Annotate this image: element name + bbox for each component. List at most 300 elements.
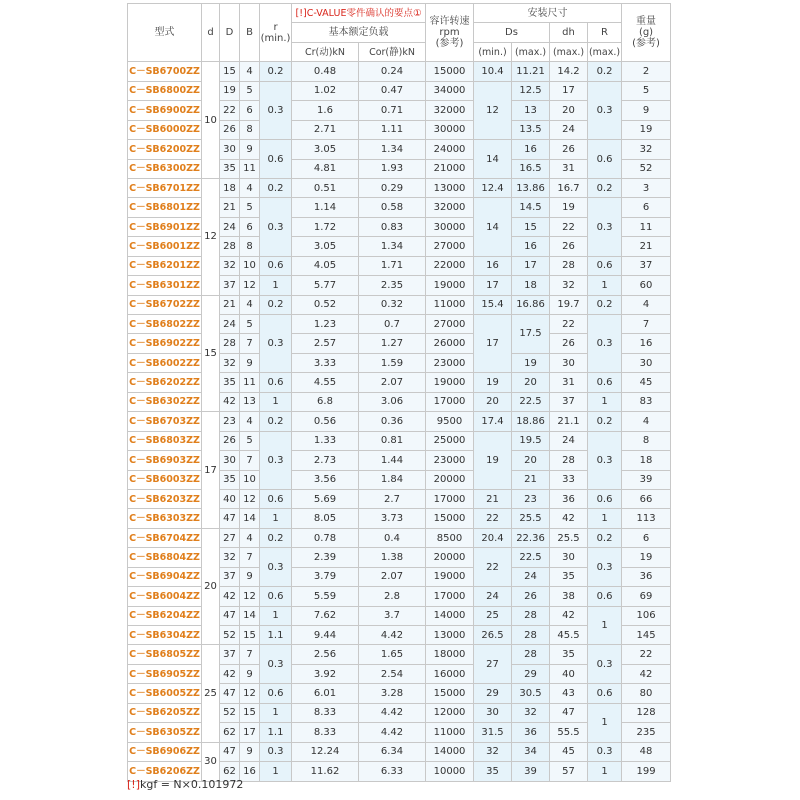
cell-w: 19 (622, 548, 671, 567)
table-row (128, 412, 671, 431)
model-link[interactable]: C－SB6302ZZ (128, 392, 202, 411)
cell-rpm: 19000 (426, 567, 474, 586)
cell-cr: 11.62 (292, 762, 359, 781)
cell-dh: 24 (550, 120, 588, 139)
cell-dh: 35 (550, 567, 588, 586)
cell-B: 12 (240, 684, 260, 703)
cell-r: 1 (260, 762, 292, 781)
cell-cor: 0.24 (359, 62, 426, 81)
cell-w: 9 (622, 101, 671, 120)
model-link[interactable]: C－SB6001ZZ (128, 237, 202, 256)
cell-cor: 1.27 (359, 334, 426, 353)
cell-dh: 43 (550, 684, 588, 703)
model-link[interactable]: C－SB6701ZZ (128, 178, 202, 197)
cell-dh: 30 (550, 548, 588, 567)
model-link[interactable]: C－SB6301ZZ (128, 276, 202, 295)
cell-dsmin: 24 (474, 587, 512, 606)
cell-D: 47 (220, 509, 240, 528)
cell-dh: 20 (550, 101, 588, 120)
cell-D: 42 (220, 392, 240, 411)
cell-rpm: 30000 (426, 217, 474, 236)
cell-r: 0.6 (260, 373, 292, 392)
cell-d: 10 (202, 62, 220, 179)
cell-dsmin: 22 (474, 548, 512, 587)
cell-cr: 3.56 (292, 470, 359, 489)
cell-cr: 3.33 (292, 353, 359, 372)
cell-dsmax: 23 (512, 489, 550, 508)
cell-w: 39 (622, 470, 671, 489)
model-link[interactable]: C－SB6004ZZ (128, 587, 202, 606)
model-link[interactable]: C－SB6703ZZ (128, 412, 202, 431)
cell-D: 37 (220, 567, 240, 586)
model-link[interactable]: C－SB6300ZZ (128, 159, 202, 178)
cell-dsmax: 25.5 (512, 509, 550, 528)
cell-cor: 2.07 (359, 567, 426, 586)
cell-D: 47 (220, 742, 240, 761)
header-speed (426, 4, 474, 62)
cell-w: 42 (622, 664, 671, 683)
cell-B: 7 (240, 334, 260, 353)
cell-dsmin: 22 (474, 509, 512, 528)
cell-dh: 26 (550, 140, 588, 159)
cell-dh: 28 (550, 256, 588, 275)
cell-w: 6 (622, 528, 671, 547)
cell-cr: 2.73 (292, 451, 359, 470)
cell-D: 21 (220, 198, 240, 217)
model-link[interactable]: C－SB6904ZZ (128, 567, 202, 586)
cell-R: 0.3 (588, 198, 622, 256)
cell-B: 10 (240, 256, 260, 275)
cell-dh: 19.7 (550, 295, 588, 314)
cell-B: 5 (240, 315, 260, 334)
cell-w: 199 (622, 762, 671, 781)
cell-w: 32 (622, 140, 671, 159)
model-link[interactable]: C－SB6704ZZ (128, 528, 202, 547)
cell-cor: 4.42 (359, 723, 426, 742)
model-link[interactable]: C－SB6702ZZ (128, 295, 202, 314)
cell-B: 4 (240, 412, 260, 431)
cell-dh: 14.2 (550, 62, 588, 81)
model-link[interactable]: C－SB6304ZZ (128, 626, 202, 645)
table-row (128, 528, 671, 547)
cell-D: 37 (220, 276, 240, 295)
cell-dsmax: 12.5 (512, 81, 550, 100)
cell-dsmax: 19.5 (512, 431, 550, 450)
cell-r: 0.3 (260, 81, 292, 139)
cell-D: 35 (220, 470, 240, 489)
cell-R: 0.3 (588, 645, 622, 684)
cell-cor: 2.8 (359, 587, 426, 606)
cell-cr: 3.05 (292, 140, 359, 159)
cell-dsmax: 15 (512, 217, 550, 236)
model-link[interactable]: C－SB6800ZZ (128, 81, 202, 100)
cell-B: 4 (240, 178, 260, 197)
cell-dh: 35 (550, 645, 588, 664)
cell-B: 17 (240, 723, 260, 742)
cell-R: 1 (588, 392, 622, 411)
cell-cr: 3.92 (292, 664, 359, 683)
cell-D: 52 (220, 703, 240, 722)
cell-D: 28 (220, 237, 240, 256)
cell-w: 2 (622, 62, 671, 81)
cell-R: 0.6 (588, 373, 622, 392)
cell-d: 15 (202, 295, 220, 412)
header-speed-unit: rpm (439, 27, 460, 39)
cell-cr: 6.8 (292, 392, 359, 411)
cell-cor: 0.58 (359, 198, 426, 217)
cell-rpm: 17000 (426, 489, 474, 508)
model-link[interactable]: C－SB6202ZZ (128, 373, 202, 392)
cell-dsmin: 14 (474, 198, 512, 256)
header-model: 型式 (128, 4, 202, 62)
cell-w: 36 (622, 567, 671, 586)
cell-D: 47 (220, 684, 240, 703)
cell-rpm: 26000 (426, 334, 474, 353)
cell-r: 1 (260, 392, 292, 411)
cell-r: 0.2 (260, 178, 292, 197)
cell-w: 145 (622, 626, 671, 645)
cell-cr: 4.81 (292, 159, 359, 178)
cell-dsmax: 19 (512, 353, 550, 372)
cell-dsmin: 25 (474, 606, 512, 625)
model-link[interactable]: C－SB6205ZZ (128, 703, 202, 722)
cell-dsmax: 28 (512, 626, 550, 645)
cell-rpm: 15000 (426, 62, 474, 81)
header-load-warning[interactable] (292, 4, 426, 23)
cell-dsmin: 20 (474, 392, 512, 411)
model-link[interactable]: C－SB6906ZZ (128, 742, 202, 761)
cell-cr: 7.62 (292, 606, 359, 625)
cell-d: 20 (202, 528, 220, 645)
cell-B: 5 (240, 431, 260, 450)
header-weight-unit: (g) (638, 27, 654, 39)
cell-B: 4 (240, 528, 260, 547)
cell-cr: 8.33 (292, 723, 359, 742)
cell-cr: 12.24 (292, 742, 359, 761)
cell-dh: 22 (550, 217, 588, 236)
cell-R: 0.6 (588, 684, 622, 703)
cell-R: 0.6 (588, 140, 622, 179)
model-link[interactable]: C－SB6900ZZ (128, 101, 202, 120)
cell-B: 10 (240, 470, 260, 489)
header-mount-group: 安装尺寸 (474, 4, 622, 23)
cell-w: 22 (622, 645, 671, 664)
cell-w: 128 (622, 703, 671, 722)
header-ds-min: (min.) (474, 42, 512, 61)
cell-dsmin: 12.4 (474, 178, 512, 197)
cell-dsmax: 14.5 (512, 198, 550, 217)
cell-B: 4 (240, 62, 260, 81)
model-link[interactable]: C－SB6000ZZ (128, 120, 202, 139)
cell-dsmax: 29 (512, 664, 550, 683)
cell-dsmax: 20 (512, 373, 550, 392)
cell-r: 0.3 (260, 742, 292, 761)
cell-w: 3 (622, 178, 671, 197)
cell-r: 0.6 (260, 256, 292, 275)
cell-D: 24 (220, 315, 240, 334)
cell-r: 0.2 (260, 528, 292, 547)
cell-rpm: 17000 (426, 392, 474, 411)
cell-dsmax: 30.5 (512, 684, 550, 703)
cell-dh: 25.5 (550, 528, 588, 547)
cell-dh: 47 (550, 703, 588, 722)
spec-table-body (128, 62, 671, 781)
cell-w: 106 (622, 606, 671, 625)
cell-cor: 1.84 (359, 470, 426, 489)
model-link[interactable]: C－SB6203ZZ (128, 489, 202, 508)
cell-B: 9 (240, 353, 260, 372)
cell-dh: 42 (550, 606, 588, 625)
cell-B: 9 (240, 742, 260, 761)
cell-w: 113 (622, 509, 671, 528)
cell-dh: 55.5 (550, 723, 588, 742)
cell-cor: 1.34 (359, 237, 426, 256)
cell-cr: 6.01 (292, 684, 359, 703)
cell-cr: 1.02 (292, 81, 359, 100)
cell-dsmin: 19 (474, 431, 512, 489)
cell-cor: 6.33 (359, 762, 426, 781)
cell-cr: 5.59 (292, 587, 359, 606)
cell-B: 8 (240, 237, 260, 256)
cell-cor: 2.35 (359, 276, 426, 295)
model-link[interactable]: C－SB6802ZZ (128, 315, 202, 334)
cell-dsmin: 20.4 (474, 528, 512, 547)
cell-B: 15 (240, 626, 260, 645)
cell-rpm: 18000 (426, 645, 474, 664)
cell-B: 12 (240, 489, 260, 508)
warning-link[interactable]: C-VALUE零件确认的要点① (306, 7, 422, 19)
cell-D: 62 (220, 762, 240, 781)
cell-cor: 2.07 (359, 373, 426, 392)
cell-D: 28 (220, 334, 240, 353)
spec-table-container (127, 3, 670, 782)
cell-dsmin: 17 (474, 315, 512, 373)
model-link[interactable]: C－SB6805ZZ (128, 645, 202, 664)
cell-w: 7 (622, 315, 671, 334)
cell-cr: 3.79 (292, 567, 359, 586)
cell-dsmax: 22.5 (512, 392, 550, 411)
cell-D: 23 (220, 412, 240, 431)
cell-dsmax: 24 (512, 567, 550, 586)
cell-d: 30 (202, 742, 220, 781)
cell-r: 1 (260, 703, 292, 722)
model-link[interactable]: C－SB6902ZZ (128, 334, 202, 353)
cell-D: 62 (220, 723, 240, 742)
table-row (128, 178, 671, 197)
cell-D: 42 (220, 664, 240, 683)
cell-B: 5 (240, 81, 260, 100)
cell-dsmax: 32 (512, 703, 550, 722)
header-speed-label: 容许转速 (429, 16, 470, 28)
model-link[interactable]: C－SB6903ZZ (128, 451, 202, 470)
cell-D: 24 (220, 217, 240, 236)
cell-dsmin: 17.4 (474, 412, 512, 431)
model-link[interactable]: C－SB6305ZZ (128, 723, 202, 742)
cell-D: 42 (220, 587, 240, 606)
cell-d: 12 (202, 178, 220, 295)
cell-dsmin: 26.5 (474, 626, 512, 645)
cell-rpm: 34000 (426, 81, 474, 100)
cell-D: 32 (220, 353, 240, 372)
cell-rpm: 11000 (426, 295, 474, 314)
cell-dh: 31 (550, 159, 588, 178)
cell-dsmax: 17 (512, 256, 550, 275)
cell-dh: 26 (550, 334, 588, 353)
cell-R: 0.3 (588, 315, 622, 373)
cell-cr: 1.72 (292, 217, 359, 236)
cell-D: 27 (220, 528, 240, 547)
cell-rpm: 19000 (426, 276, 474, 295)
cell-D: 52 (220, 626, 240, 645)
cell-dsmax: 16.86 (512, 295, 550, 314)
cell-cor: 1.38 (359, 548, 426, 567)
cell-cor: 0.29 (359, 178, 426, 197)
cell-rpm: 25000 (426, 431, 474, 450)
cell-R: 1 (588, 276, 622, 295)
cell-dh: 38 (550, 587, 588, 606)
model-link[interactable]: C－SB6901ZZ (128, 217, 202, 236)
cell-D: 35 (220, 159, 240, 178)
cell-rpm: 30000 (426, 120, 474, 139)
model-link[interactable]: C－SB6204ZZ (128, 606, 202, 625)
cell-dsmax: 28 (512, 606, 550, 625)
cell-dsmax: 21 (512, 470, 550, 489)
cell-dh: 21.1 (550, 412, 588, 431)
header-weight (622, 4, 671, 62)
model-link[interactable]: C－SB6803ZZ (128, 431, 202, 450)
header-d: d (202, 4, 220, 62)
cell-B: 7 (240, 548, 260, 567)
header-cr: Cr(动)kN (292, 42, 359, 61)
cell-w: 11 (622, 217, 671, 236)
cell-cr: 1.14 (292, 198, 359, 217)
cell-B: 4 (240, 295, 260, 314)
table-row (128, 742, 671, 761)
cell-D: 40 (220, 489, 240, 508)
cell-cor: 0.4 (359, 528, 426, 547)
cell-R: 0.6 (588, 256, 622, 275)
cell-r: 1 (260, 509, 292, 528)
warning-tag: [!] (295, 7, 307, 19)
cell-dsmax: 34 (512, 742, 550, 761)
cell-cor: 3.7 (359, 606, 426, 625)
model-link[interactable]: C－SB6201ZZ (128, 256, 202, 275)
cell-cr: 1.33 (292, 431, 359, 450)
footnote-tag: [!] (127, 778, 140, 791)
header-speed-ref: (参考) (435, 38, 464, 50)
cell-B: 12 (240, 276, 260, 295)
cell-D: 32 (220, 256, 240, 275)
cell-dh: 16.7 (550, 178, 588, 197)
cell-cr: 9.44 (292, 626, 359, 645)
cell-w: 52 (622, 159, 671, 178)
cell-cor: 0.36 (359, 412, 426, 431)
cell-dsmin: 15.4 (474, 295, 512, 314)
cell-dsmax: 16.5 (512, 159, 550, 178)
cell-r: 0.6 (260, 140, 292, 179)
cell-R: 0.3 (588, 548, 622, 587)
cell-cr: 2.57 (292, 334, 359, 353)
cell-rpm: 10000 (426, 762, 474, 781)
model-link[interactable]: C－SB6303ZZ (128, 509, 202, 528)
cell-w: 80 (622, 684, 671, 703)
model-link[interactable]: C－SB6801ZZ (128, 198, 202, 217)
cell-d: 17 (202, 412, 220, 529)
header-weight-ref: (参考) (632, 38, 660, 50)
cell-dsmax: 18 (512, 276, 550, 295)
cell-R: 0.3 (588, 431, 622, 489)
cell-rpm: 21000 (426, 159, 474, 178)
cell-dh: 40 (550, 664, 588, 683)
cell-w: 5 (622, 81, 671, 100)
cell-cor: 4.42 (359, 703, 426, 722)
cell-B: 5 (240, 198, 260, 217)
model-link[interactable]: C－SB6002ZZ (128, 353, 202, 372)
cell-cor: 1.44 (359, 451, 426, 470)
cell-w: 83 (622, 392, 671, 411)
cell-rpm: 17000 (426, 587, 474, 606)
model-link[interactable]: C－SB6700ZZ (128, 62, 202, 81)
cell-B: 6 (240, 101, 260, 120)
cell-w: 19 (622, 120, 671, 139)
cell-dsmax: 36 (512, 723, 550, 742)
cell-r: 0.3 (260, 548, 292, 587)
cell-rpm: 12000 (426, 703, 474, 722)
cell-dsmin: 19 (474, 373, 512, 392)
cell-cor: 3.28 (359, 684, 426, 703)
cell-dh: 45 (550, 742, 588, 761)
model-link[interactable]: C－SB6206ZZ (128, 762, 202, 781)
cell-rpm: 19000 (426, 373, 474, 392)
cell-dh: 30 (550, 353, 588, 372)
cell-dsmax: 13.5 (512, 120, 550, 139)
cell-B: 7 (240, 451, 260, 470)
cell-w: 4 (622, 295, 671, 314)
cell-rpm: 20000 (426, 548, 474, 567)
bearing-spec-table (127, 3, 671, 782)
model-link[interactable]: C－SB6005ZZ (128, 684, 202, 703)
cell-R: 1 (588, 509, 622, 528)
cell-r: 0.3 (260, 315, 292, 373)
cell-rpm: 15000 (426, 509, 474, 528)
cell-dsmax: 18.86 (512, 412, 550, 431)
cell-dsmax: 16 (512, 237, 550, 256)
cell-rpm: 24000 (426, 140, 474, 159)
cell-rpm: 9500 (426, 412, 474, 431)
cell-B: 11 (240, 373, 260, 392)
cell-rpm: 14000 (426, 742, 474, 761)
model-link[interactable]: C－SB6200ZZ (128, 140, 202, 159)
model-link[interactable]: C－SB6905ZZ (128, 664, 202, 683)
cell-w: 60 (622, 276, 671, 295)
cell-R: 0.2 (588, 178, 622, 197)
header-dh: dh (550, 23, 588, 42)
model-link[interactable]: C－SB6804ZZ (128, 548, 202, 567)
cell-cor: 0.83 (359, 217, 426, 236)
cell-dh: 57 (550, 762, 588, 781)
cell-w: 21 (622, 237, 671, 256)
cell-cr: 0.78 (292, 528, 359, 547)
cell-cr: 5.77 (292, 276, 359, 295)
cell-cor: 1.65 (359, 645, 426, 664)
cell-cor: 1.59 (359, 353, 426, 372)
model-link[interactable]: C－SB6003ZZ (128, 470, 202, 489)
cell-D: 32 (220, 548, 240, 567)
cell-dh: 26 (550, 237, 588, 256)
cell-dsmin: 30 (474, 703, 512, 722)
cell-cr: 4.05 (292, 256, 359, 275)
header-ds-max: (max.) (512, 42, 550, 61)
